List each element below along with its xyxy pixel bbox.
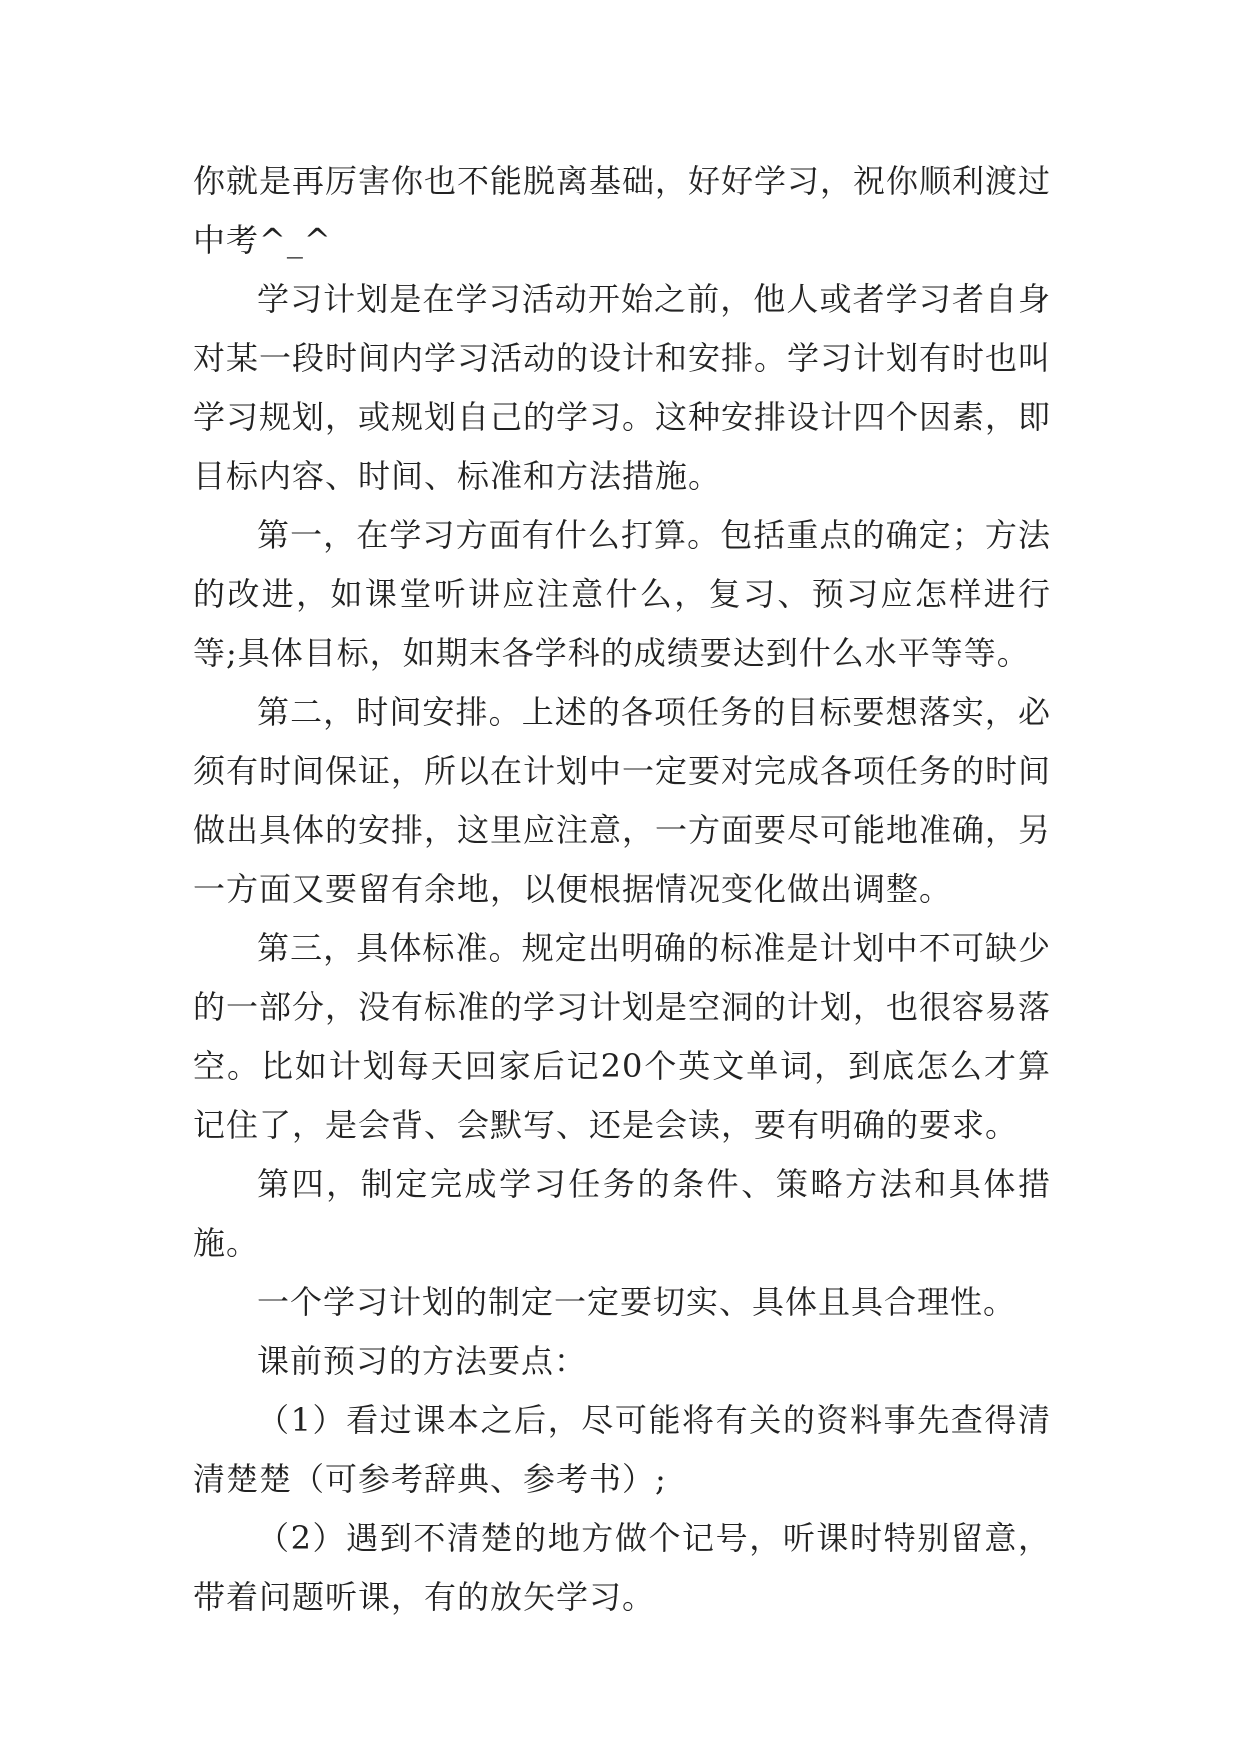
paragraph-study-plan-definition: 学习计划是在学习活动开始之前，他人或者学习者自身对某一段时间内学习活动的设计和安排。学习计划有时也叫学习规划，或规划自己的学习。这种安排设计四个因素，即目标内容、时间、标准和方法措施。: [193, 280, 1052, 495]
paragraph-preview-item-2: （2）遇到不清楚的地方做个记号，听课时特别留意，带着问题听课，有的放矢学习。: [193, 1519, 1051, 1616]
paragraph-third-point: 第三，具体标准。规定出明确的标准是计划中不可缺少的一部分，没有标准的学习计划是空洞的计划，也很容易落空。比如计划每天回家后记20个英文单词，到底怎么才算记住了，是会背、会默写、还是会读，要有明确的要求。: [193, 929, 1052, 1144]
paragraph-preview-item-1: （1）看过课本之后，尽可能将有关的资料事先查得清清楚楚（可参考辞典、参考书）;: [193, 1401, 1051, 1498]
paragraph-preview-heading: 课前预习的方法要点：: [257, 1342, 588, 1380]
paragraph-first-point: 第一，在学习方面有什么打算。包括重点的确定；方法的改进，如课堂听讲应注意什么，复习、预习应怎样进行等;具体目标，如期末各学科的成绩要达到什么水平等等。: [193, 516, 1051, 672]
paragraph-fourth-point: 第四，制定完成学习任务的条件、策略方法和具体措施。: [193, 1165, 1051, 1262]
document-body: [193, 152, 1051, 1627]
paragraph-second-point: 第二，时间安排。上述的各项任务的目标要想落实，必须有时间保证，所以在计划中一定要对完成各项任务的时间做出具体的安排，这里应注意，一方面要尽可能地准确，另一方面又要留有余地，以便根据情况变化做出调整。: [193, 693, 1052, 908]
paragraph-plan-summary: 一个学习计划的制定一定要切实、具体且具合理性。: [257, 1283, 1017, 1321]
paragraph-closing-wish: 你就是再厉害你也不能脱离基础，好好学习，祝你顺利渡过中考^_^: [193, 162, 1052, 259]
